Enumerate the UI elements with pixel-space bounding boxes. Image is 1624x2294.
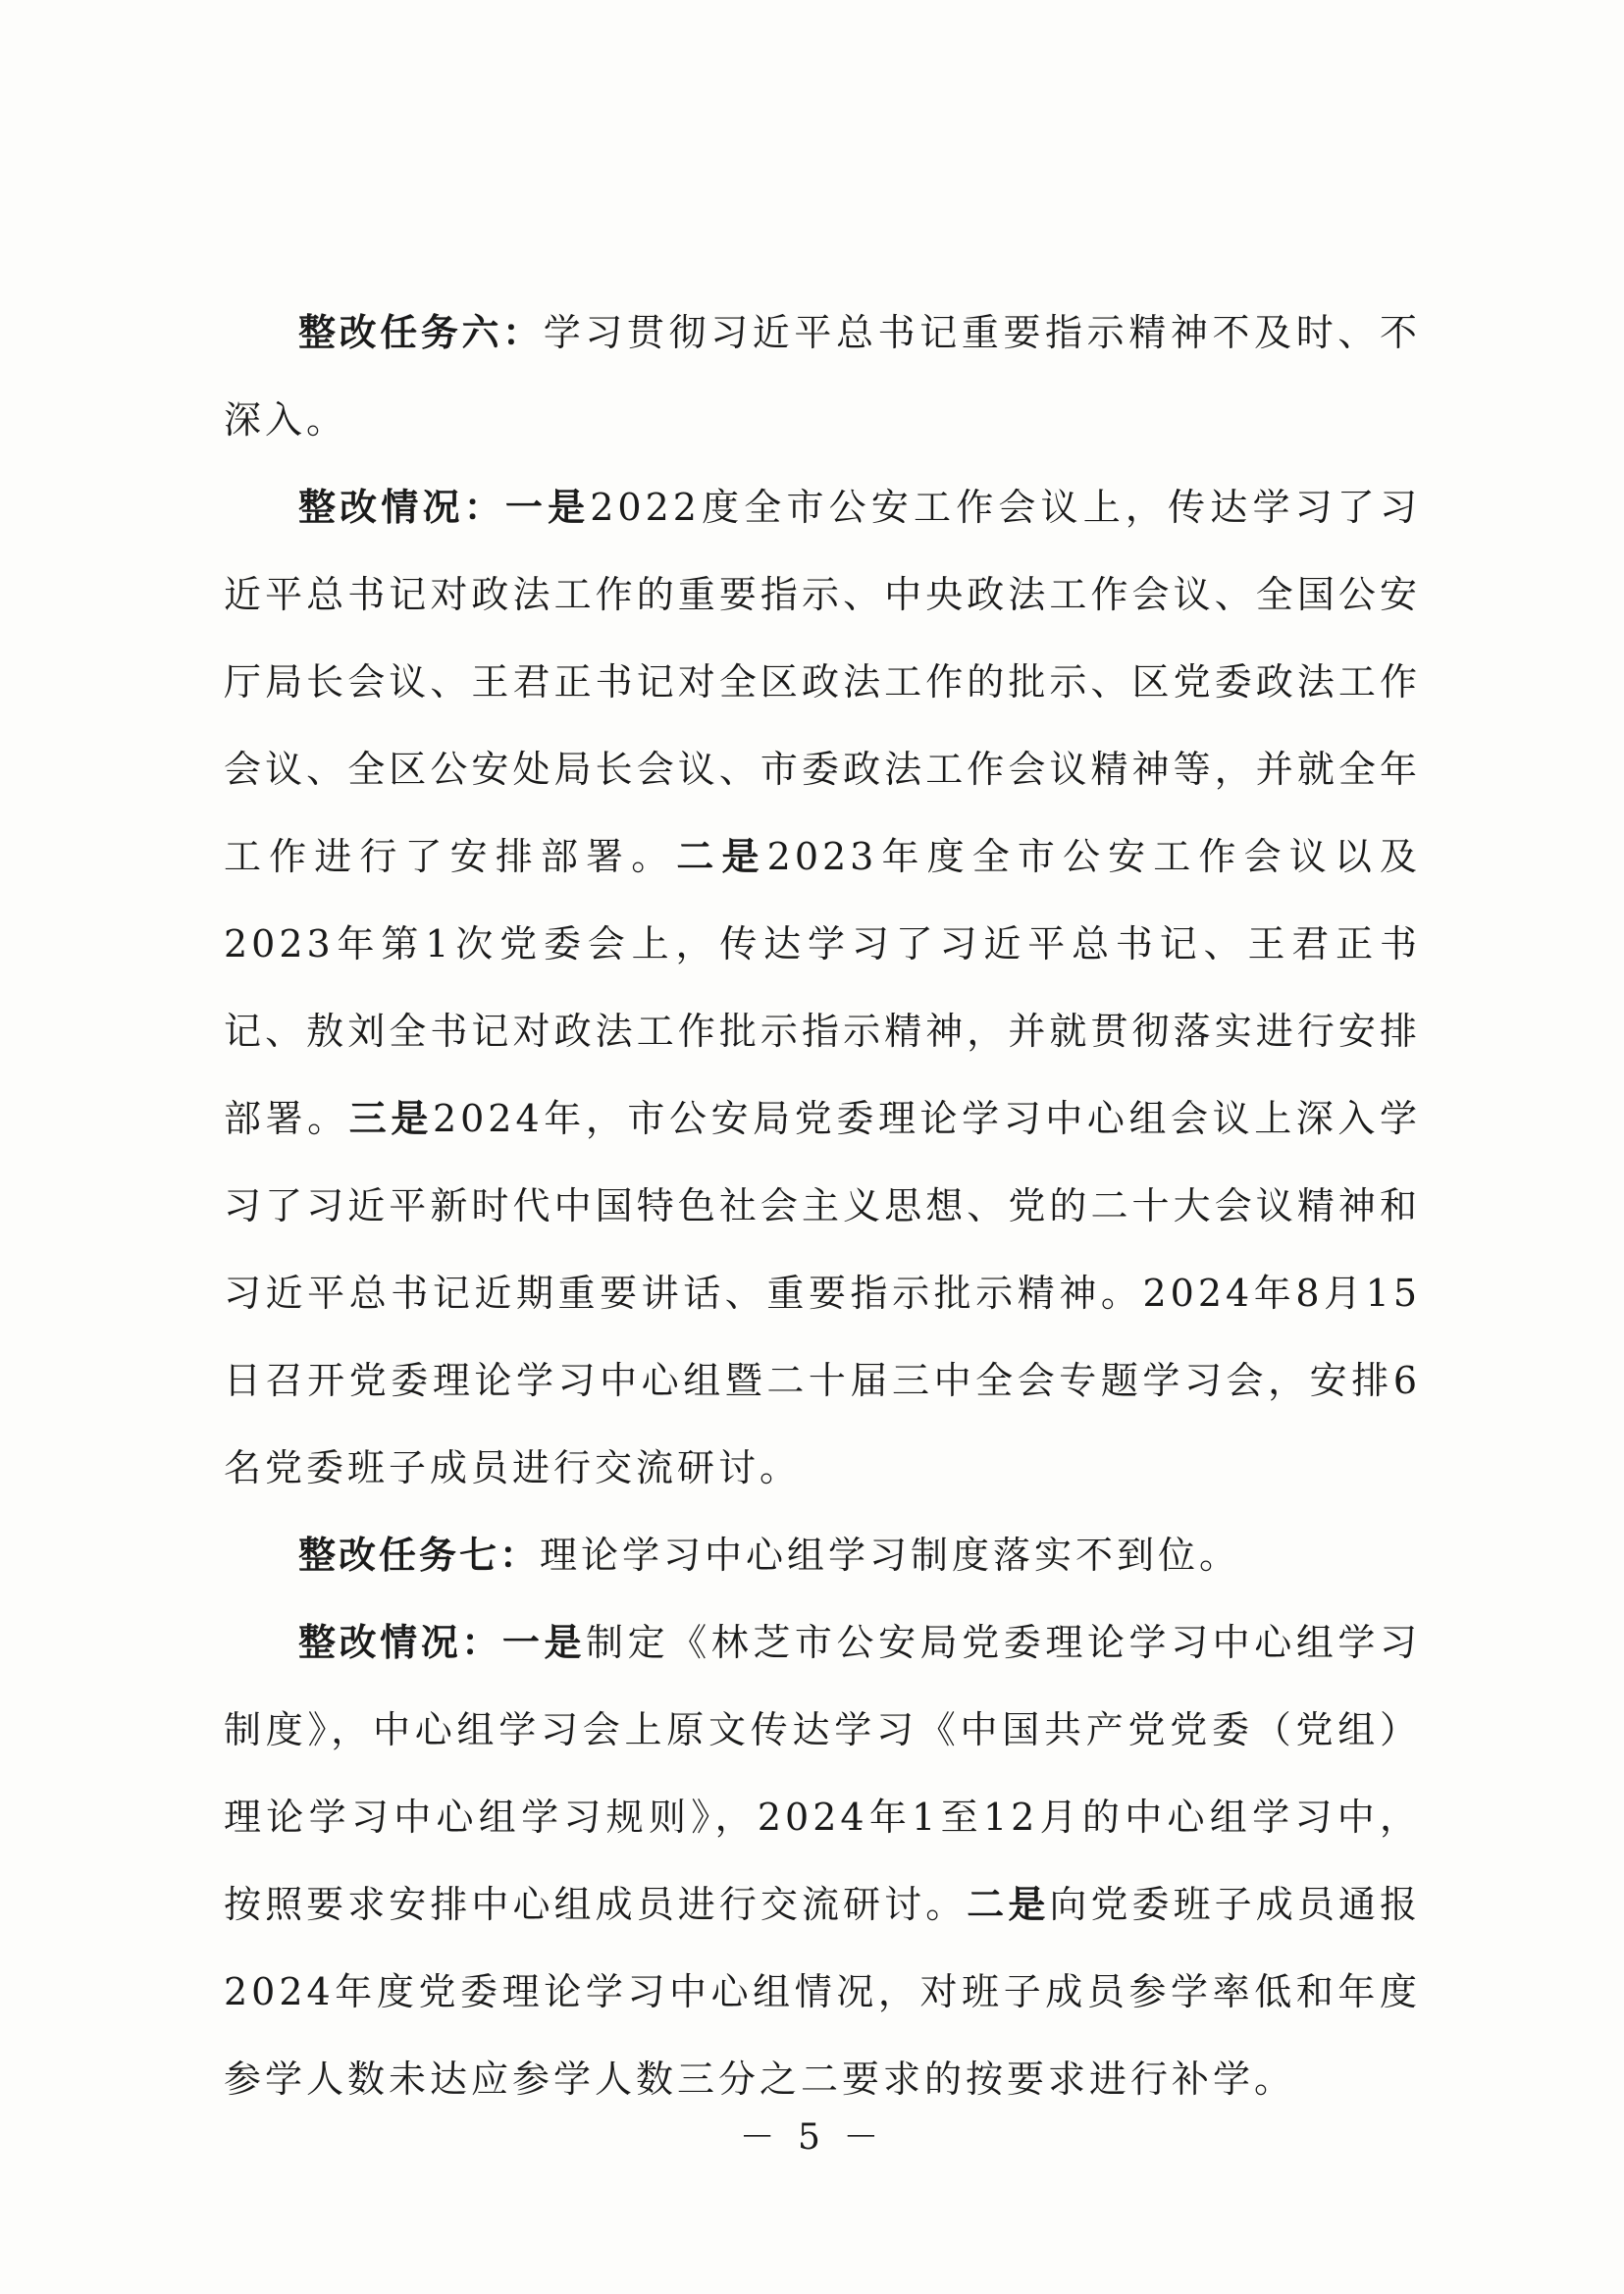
status-6-label: 整改情况： [298,486,505,529]
status-6-point-1-text: 2022度全市公安工作会议上，传达学习了习近平总书记对政法工作的重要指示、中央政法工作会议、全国公安厅局长会议、王君正书记对全区政法工作的批示、区党委政法工作会议、全区公安处局长会议、市委政法工作会议精神等，并就全年工作进行了安排部署。 [224,486,1421,878]
status-6-point-3-keyword: 三是 [348,1097,433,1140]
rectification-task-7 [224,1512,1421,1599]
status-7-point-2-keyword: 二是 [967,1883,1050,1926]
task-6-label: 整改任务六： [298,311,544,354]
rectification-status-7 [224,1599,1421,2123]
document-body [224,289,1421,2123]
page-number: － 5 － [739,2117,885,2158]
task-6-text: 学习贯彻习近平总书记重要指示精神不及时、不深入。 [224,311,1421,442]
task-7-text: 理论学习中心组学习制度落实不到位。 [540,1534,1241,1577]
task-7-label: 整改任务七： [298,1534,541,1577]
status-7-point-1-keyword: 一是 [501,1621,587,1664]
status-7-point-1-text: 制定《林芝市公安局党委理论学习中心组学习制度》，中心组学习会上原文传达学习《中国共产党党委（党组）理论学习中心组学习规则》，2024年1至12月的中心组学习中，按照要求安排中心组成员进行交流研讨。 [224,1621,1421,1926]
rectification-task-6 [224,289,1421,464]
status-7-point-2-text: 向党委班子成员通报2024年度党委理论学习中心组情况，对班子成员参学率低和年度参学人数未达应参学人数三分之二要求的按要求进行补学。 [224,1883,1421,2101]
status-6-point-2-keyword: 二是 [676,835,767,878]
rectification-status-6 [224,464,1421,1512]
status-6-point-3-text: 2024年，市公安局党委理论学习中心组会议上深入学习了习近平新时代中国特色社会主义思想、党的二十大会议精神和习近平总书记近期重要讲话、重要指示批示精神。2024年8月15日召开党委理论学习中心组暨二十届三中全会专题学习会，安排6名党委班子成员进行交流研讨。 [224,1097,1421,1489]
status-6-point-2-text: 2023年度全市公安工作会议以及2023年第1次党委会上，传达学习了习近平总书记、王君正书记、敖刘全书记对政法工作批示指示精神，并就贯彻落实进行安排部署。 [224,835,1421,1140]
status-7-label: 整改情况： [298,1621,502,1664]
status-6-point-1-keyword: 一是 [504,486,591,529]
